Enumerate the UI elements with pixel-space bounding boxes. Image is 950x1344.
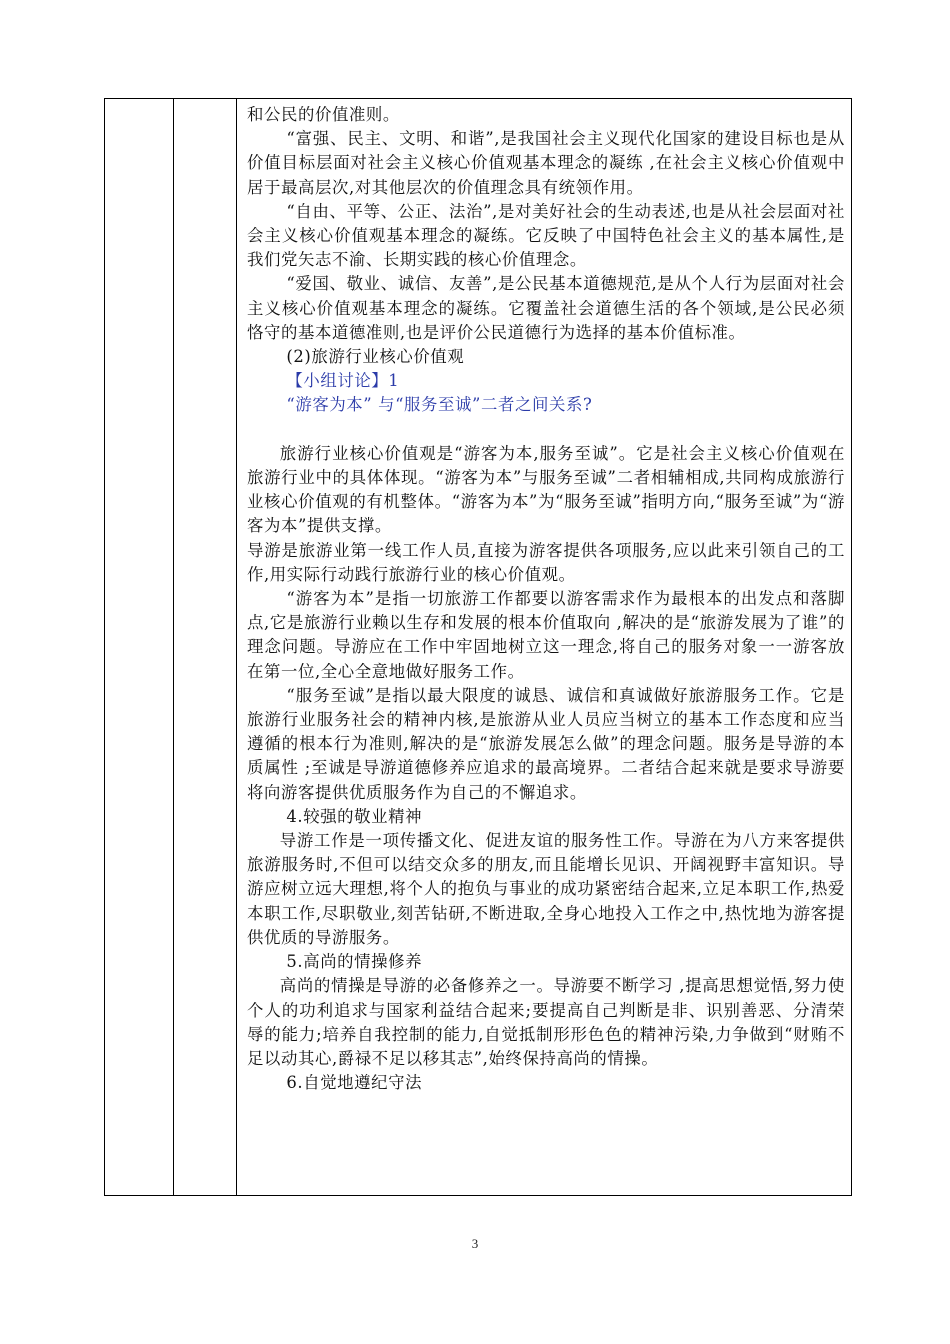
paragraph: “自由、平等、公正、法治”,是对美好社会的生动表述,也是从社会层面对社会主义核心价值观基本理念的凝练。它反映了中国特色社会主义的基本属性,是我们党矢志不渝、长期实践的核心价值理念。 xyxy=(247,201,845,270)
table-column-divider xyxy=(236,99,237,1195)
content-cell xyxy=(247,103,845,1195)
lesson-table xyxy=(104,98,852,1196)
paragraph: “游客为本”是指一切旅游工作都要以游客需求作为最根本的出发点和落脚点,它是旅游行业赖以生存和发展的根本价值取向 ,解决的是“旅游发展为了谁”的理念问题。导游应在工作中牢固地树立这一理念,将自己的服务对象一一游客放在第一位,全心全意地做好服务工作。 xyxy=(247,589,845,681)
section-heading: 5.高尚的情操修养 xyxy=(286,952,423,972)
paragraph: 旅游行业核心价值观是“游客为本,服务至诚”。它是社会主义核心价值观在旅游行业中的具体体现。“游客为本”与服务至诚”二者相辅相成,共同构成旅游行业核心价值观的有机整体。“游客为本”为“服务至诚”指明方向,“服务至诚”为“游客为本”提供支撑。 xyxy=(247,443,845,536)
paragraph: “富强、民主、文明、和谐”,是我国社会主义现代化国家的建设目标也是从价值目标层面对社会主义核心价值观基本理念的凝练 ,在社会主义核心价值观中居于最高层次,对其他层次的价值理念具有统领作用。 xyxy=(247,129,845,197)
paragraph: “爱国、敬业、诚信、友善”,是公民基本道德规范,是从个人行为层面对社会主义核心价值观基本理念的凝练。它覆盖社会道德生活的各个领域,是公民必须恪守的基本道德准则,也是评价公民道德行为选择的基本价值标准。 xyxy=(247,274,845,342)
paragraph: 高尚的情操是导游的必备修养之一。导游要不断学习 ,提高思想觉悟,努力使个人的功利追求与国家利益结合起来;要提高自己判断是非、识别善恶、分清荣辱的能力;培养自我控制的能力,自觉抵制形形色色的精神污染,力争做到“财贿不足以动其心,爵禄不足以移其志”,始终保持高尚的情操。 xyxy=(247,976,845,1068)
blank-line xyxy=(247,418,845,442)
section-heading: (2)旅游行业核心价值观 xyxy=(286,347,465,367)
paragraph: “服务至诚”是指以最大限度的诚恳、诚信和真诚做好旅游服务工作。它是旅游行业服务社会的精神内核,是旅游从业人员应当树立的基本工作态度和应当遵循的根本行为准则,解决的是“旅游发展怎么做”的理念问题。服务是导游的本质属性 ;至诚是导游道德修养应追求的最高境界。二者结合起来就是要求导游要将向游客提供优质服务作为自己的不懈追求。 xyxy=(247,685,845,802)
section-heading: 6.自觉地遵纪守法 xyxy=(286,1073,423,1093)
group-discussion-heading: 【小组讨论】1 xyxy=(286,371,400,391)
section-heading: 4.较强的敬业精神 xyxy=(286,806,423,826)
page-number: 3 xyxy=(471,1236,479,1251)
paragraph: 和公民的价值准则。 xyxy=(247,105,400,124)
table-column-divider xyxy=(173,99,174,1195)
discussion-question: “游客为本” 与“服务至诚”二者之间关系? xyxy=(286,395,593,415)
paragraph: 导游工作是一项传播文化、促进友谊的服务性工作。导游在为八方来客提供旅游服务时,不但可以结交众多的朋友,而且能增长见识、开阔视野丰富知识。导游应树立远大理想,将个人的抱负与事业的成功紧密结合起来,立足本职工作,热爱本职工作,尽职敬业,刻苦钻研,不断进取,全身心地投入工作之中,热忱地为游客提供优质的导游服务。 xyxy=(247,831,845,947)
paragraph: 导游是旅游业第一线工作人员,直接为游客提供各项服务,应以此来引领自己的工作,用实际行动践行旅游行业的核心价值观。 xyxy=(247,540,845,584)
